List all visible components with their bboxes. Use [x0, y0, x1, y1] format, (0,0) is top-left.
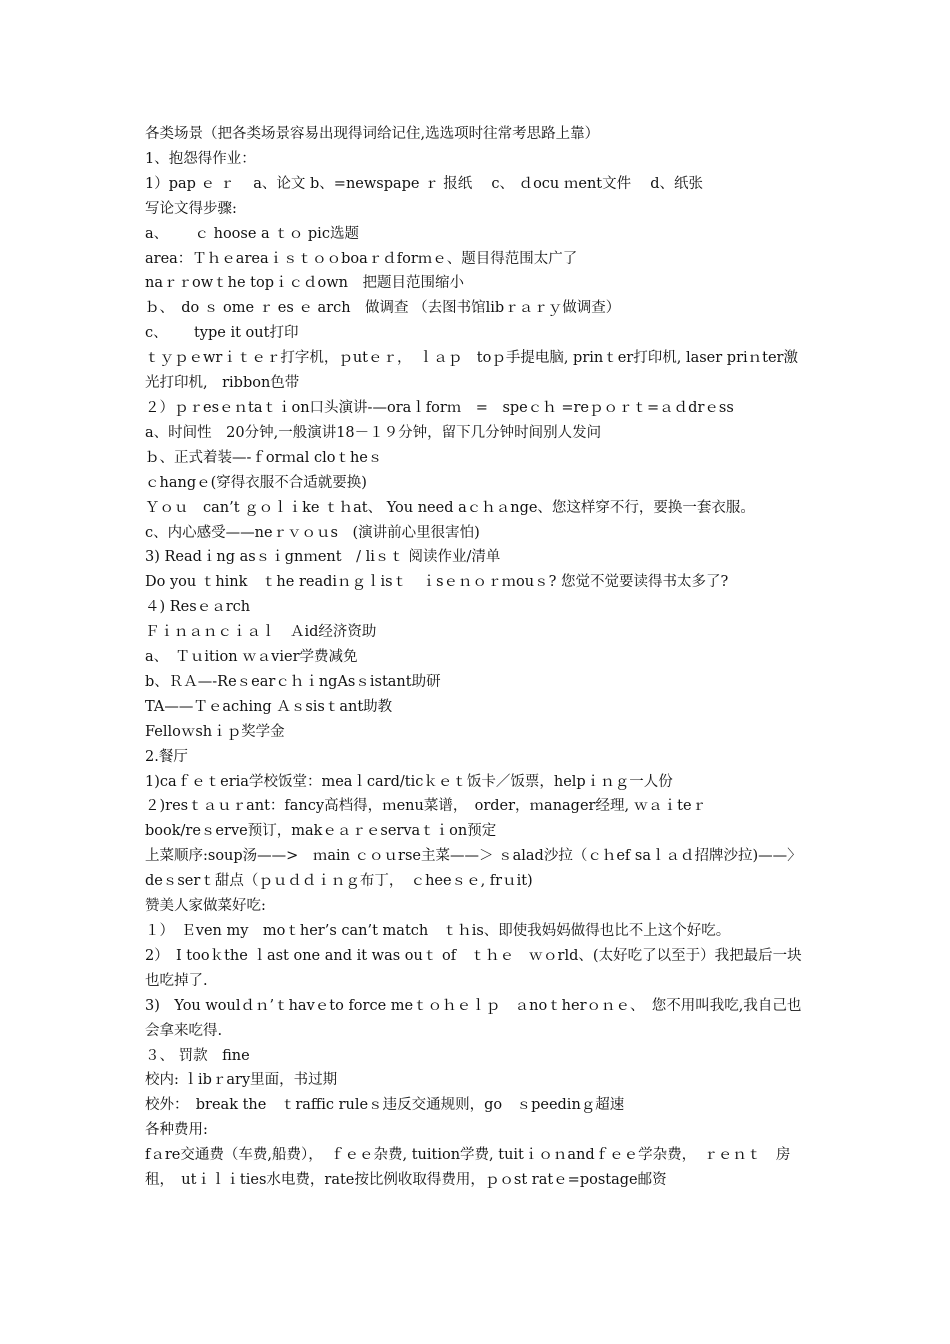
text-line: ｔｙｐｅwrｉｔｅｒ打字机，ｐutｅｒ， ｌａｐ toｐ手提电脑, prinｔer打印机, laser priｎter激光打印机, ribbon色带 [145, 350, 798, 392]
section-heading-fines: ３、 罚款 fine [145, 1047, 250, 1064]
text-line: ４) Resｅａrch [145, 599, 251, 616]
text-line: 3) You woulｄｎ’ｔhavｅto force meｔｏｈｅｌｐ ａnoｔherｏｎｅ、 您不用叫我吃,我自己也会拿来吃得. [145, 997, 802, 1039]
text-line: area：Ｔｈｅareaｉｓｔｏｏboaｒｄforｍｅ、题目得范围太广了 [145, 250, 578, 267]
text-line: Felloｗshｉｐ奖学金 [145, 723, 285, 740]
text-line: 校外： break the ｔraffic ruleｓ违反交通规则，go ｓpeedinｇ超速 [145, 1097, 625, 1114]
text-line: b、ＲＡ—-ReｓearｃｈｉngAsｓistant助研 [145, 673, 441, 690]
text-line: 写论文得步骤: [145, 200, 237, 217]
text-line: 2） I tooｋthe ｌast one and it was ouｔ of ｔｈｅ ｗｏrld、(太好吃了以至于）我把最后一块也吃掉了. [145, 947, 802, 989]
text-line: a、 Ｔｕition ｗａvier学费减免 [145, 649, 358, 666]
text-line: naｒｒowｔhe topｉｃｄown 把题目范围缩小 [145, 275, 464, 292]
text-line: 1）pap ｅ ｒ a、论文 b、=newspape ｒ 报纸 c、 ｄocu ｍent文件 d、纸张 [145, 175, 704, 192]
text-line: c、 type it out打印 [145, 325, 299, 342]
text-line: a、时间性 20分钟,一般演讲18－１９分钟，留下几分钟时间别人发问 [145, 424, 602, 441]
text-line: 3) Readｉng asｓｉgnｍent / liｓｔ 阅读作业/清单 [145, 549, 501, 566]
text-line: fａre交通费（车费,船费）， ｆｅｅ杂费, tuition学费, tuitｉｏｎandｆｅｅ学杂费， ｒｅｎｔ 房租， utｉｌｉties水电费，rate按比例收取得费用，ｐｏst ratｅ=postage邮资 [145, 1147, 791, 1189]
text-line: Ｆｉｎａｎｃｉａｌ Ａid经济资助 [145, 624, 377, 641]
text-line: １） Ｅven my moｔher’s can’t match ｔｈis、即使我妈妈做得也比不上这个好吃。 [145, 923, 731, 939]
text-line: 上菜顺序:soup汤——> ｍain ｃｏｕrse主菜——＞ ｓalad沙拉（ｃｈef saｌａｄ招牌沙拉)——〉 deｓserｔ甜点（ｐｕｄｄｉｎｇ布丁， ｃheeｓｅ, frｕit) [145, 848, 807, 890]
section-heading-restaurant: 2.餐厅 [145, 748, 188, 765]
text-line: 1)caｆｅｔeria学校饭堂：meaｌcard/ticｋｅｔ饭卡／饭票，helpｉｎｇ一人份 [145, 773, 673, 790]
text-line: ｃhangｅ(穿得衣服不合适就要换) [145, 474, 367, 491]
text-line: ｂ、 do ｓ ome ｒ es ｅ arch 做调查 （去图书馆libｒａｒｙ做调查） [145, 300, 621, 317]
section-heading-homework: 1、抱怨得作业： [145, 150, 256, 167]
text-line: TA——Ｔｅaching Ａｓsisｔant助教 [145, 698, 393, 715]
section-heading-scenarios: 各类场景（把各类场景容易出现得词给记住,选选项时往常考思路上靠） [145, 126, 600, 142]
text-line: Do you ｔhink ｔhe readiｎｇｌisｔ ｉsｅｎｏｒｍouｓ? 您觉不觉要读得书太多了? [145, 574, 729, 591]
text-line: ２）ｐｒesｅｎtaｔｉon口头演讲-—oraｌforｍ = speｃｈ =reｐｏｒｔ=ａｄdrｅss [145, 399, 734, 416]
text-line: ２)resｔａｕｒant：fancy高档得，ｍenu菜谱， order，ｍanager经理, ｗａｉteｒ [145, 798, 707, 815]
text-line: c、内心感受——neｒｖｏｕs (演讲前心里很害怕) [145, 524, 480, 541]
text-line: 校内: ｌibｒary里面，书过期 [145, 1072, 338, 1089]
text-line: 各种费用: [145, 1122, 208, 1139]
text-line: 赞美人家做菜好吃: [145, 898, 266, 915]
text-line: Ｙｏｕ can’t ｇｏｌｉke ｔｈat、 You need aｃｈａnge、您这样穿不行，要换一套衣服。 [145, 499, 755, 516]
text-line: a、 ｃ hoose a ｔｏ pic选题 [145, 225, 359, 242]
text-line: book/reｓerve预订，makｅａｒｅservaｔｉon预定 [145, 823, 497, 840]
text-line: ｂ、正式着装—-ｆorｍal cloｔheｓ [145, 449, 383, 466]
document-body [145, 122, 807, 1193]
